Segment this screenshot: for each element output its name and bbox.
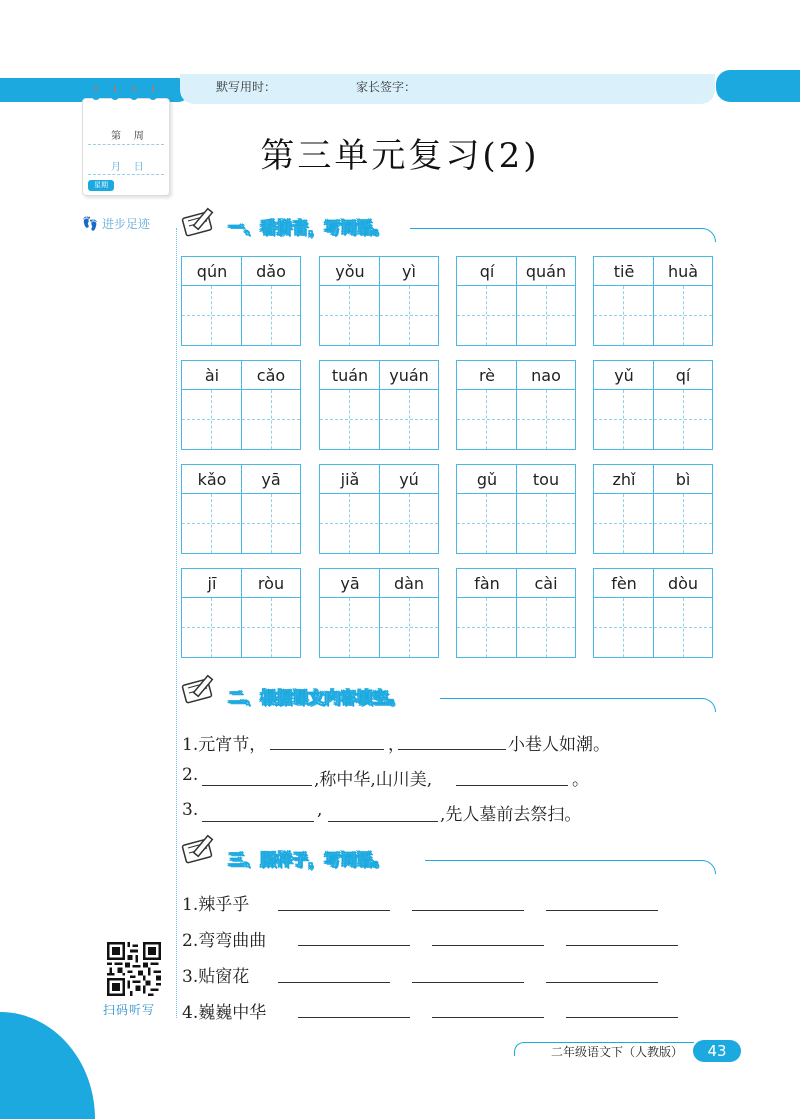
week-label: 第 周 (111, 131, 144, 142)
answer-blank[interactable] (328, 821, 438, 822)
char-cell-divider (516, 465, 517, 553)
pinyin-syllable: cài (534, 574, 558, 593)
pinyin-word-box[interactable] (319, 360, 439, 450)
char-cell-divider (241, 361, 242, 449)
pinyin-word-box[interactable] (456, 256, 576, 346)
pinyin-syllable: cǎo (256, 366, 286, 385)
answer-blank[interactable] (412, 910, 524, 911)
pinyin-word-box[interactable] (593, 360, 713, 450)
q1-prefix: 1.元宵节， (182, 735, 267, 755)
example-item-3: 3.贴窗花 (182, 967, 250, 987)
pinyin-syllable: yì (402, 262, 416, 281)
answer-blank[interactable] (278, 982, 390, 983)
pencil-notebook-icon (180, 832, 224, 864)
char-cell-guide (594, 419, 712, 420)
pinyin-syllable: jiǎ (340, 470, 360, 489)
pinyin-word-box[interactable] (319, 568, 439, 658)
char-cell-guide (457, 627, 575, 628)
pinyin-syllable: kǎo (197, 470, 227, 489)
answer-blank[interactable] (298, 1017, 410, 1018)
pinyin-syllable: huà (667, 262, 699, 281)
char-cell-guide (457, 523, 575, 524)
char-cell-divider (653, 361, 654, 449)
char-cell-guide (594, 523, 712, 524)
binder-ring (149, 92, 157, 100)
answer-blank[interactable] (412, 982, 524, 983)
pinyin-word-box[interactable] (456, 464, 576, 554)
section1-rule (410, 228, 716, 242)
pinyin-syllable: quán (525, 262, 567, 281)
section2-rule (440, 698, 716, 712)
pinyin-word-box[interactable] (181, 256, 301, 346)
pencil-notebook-icon (180, 672, 224, 704)
answer-blank[interactable] (432, 945, 544, 946)
char-cell-guide (320, 315, 438, 316)
pinyin-syllable: yǒu (335, 262, 365, 281)
q3-suffix: ,先人墓前去祭扫。 (440, 805, 582, 825)
q1-suffix: 小巷人如潮。 (508, 735, 610, 755)
qr-label: 扫码听写 (103, 1003, 156, 1017)
q3-prefix: 3. (182, 800, 199, 820)
book-title: 二年级语文下（人教版） (551, 1045, 684, 1059)
pinyin-syllable: bì (675, 470, 691, 489)
pinyin-syllable: yuán (389, 366, 429, 385)
example-item-4: 4.巍巍中华 (182, 1003, 267, 1023)
q1-mid: ， (388, 735, 405, 755)
page-title: 第三单元复习(2) (260, 136, 540, 176)
char-cell-guide (320, 523, 438, 524)
pinyin-syllable: tiē (613, 262, 635, 281)
char-cell-divider (516, 569, 517, 657)
pinyin-word-box[interactable] (319, 256, 439, 346)
answer-blank[interactable] (432, 1017, 544, 1018)
pinyin-syllable: qí (675, 366, 691, 385)
section3-title: 三、照样子，写词语。 (228, 850, 389, 869)
pinyin-syllable: dǎo (256, 262, 286, 281)
char-cell-divider (379, 465, 380, 553)
char-cell-guide (320, 627, 438, 628)
progress-footprints (82, 215, 150, 232)
answer-blank[interactable] (278, 910, 390, 911)
char-cell-divider (379, 257, 380, 345)
binder-ring (92, 92, 100, 100)
pinyin-word-box[interactable] (593, 256, 713, 346)
answer-blank[interactable] (566, 1017, 678, 1018)
pinyin-syllable: gǔ (476, 470, 498, 489)
char-cell-guide (457, 419, 575, 420)
q2-suffix: 。 (572, 770, 589, 790)
pinyin-syllable: fèn (611, 574, 637, 593)
parent-signature-label: 家长签字： (356, 80, 417, 94)
page-number: 43 (693, 1040, 741, 1062)
qr-code-icon[interactable] (107, 942, 161, 996)
char-cell-divider (241, 465, 242, 553)
char-cell-divider (653, 569, 654, 657)
pencil-notebook-icon (180, 205, 224, 237)
pinyin-syllable: tou (532, 470, 560, 489)
pinyin-syllable: tuán (331, 366, 369, 385)
q2-mid: ,称中华,山川美, (314, 770, 433, 790)
q3-mid: , (317, 800, 323, 820)
char-cell-guide (182, 315, 300, 316)
section2-title: 二、根据课文内容填空。 (228, 688, 405, 707)
pinyin-syllable: zhǐ (612, 470, 636, 489)
progress-label: 进步足迹 (102, 217, 151, 231)
answer-blank[interactable] (546, 910, 658, 911)
pinyin-syllable: qí (479, 262, 495, 281)
char-cell-guide (594, 315, 712, 316)
pinyin-syllable: dòu (667, 574, 699, 593)
answer-blank[interactable] (546, 982, 658, 983)
pinyin-syllable: ài (204, 366, 220, 385)
pinyin-syllable: yā (261, 470, 281, 489)
answer-blank[interactable] (456, 785, 568, 786)
answer-blank[interactable] (202, 821, 314, 822)
footprint-icon: 👣 (82, 217, 99, 232)
pinyin-word-box[interactable] (181, 568, 301, 658)
char-cell-guide (182, 523, 300, 524)
pinyin-syllable: yǔ (614, 366, 634, 385)
pinyin-word-box[interactable] (181, 464, 301, 554)
char-cell-divider (653, 465, 654, 553)
char-cell-divider (241, 569, 242, 657)
pinyin-syllable: jī (207, 574, 217, 593)
char-cell-divider (379, 569, 380, 657)
pinyin-word-box[interactable] (456, 568, 576, 658)
char-cell-guide (182, 627, 300, 628)
pinyin-syllable: dàn (393, 574, 425, 593)
section1-title: 一、看拼音，写词语。 (228, 218, 389, 237)
pinyin-word-box[interactable] (593, 464, 713, 554)
weekday-badge: 星期 (88, 180, 114, 191)
answer-blank[interactable] (270, 749, 384, 750)
month-day-label: 月 日 (111, 162, 144, 173)
binder-ring (111, 92, 119, 100)
char-cell-divider (241, 257, 242, 345)
pinyin-word-box[interactable] (319, 464, 439, 554)
example-item-1: 1.辣乎乎 (182, 895, 250, 915)
pinyin-word-box[interactable] (456, 360, 576, 450)
char-cell-divider (516, 257, 517, 345)
answer-blank[interactable] (202, 785, 312, 786)
char-cell-divider (516, 361, 517, 449)
example-item-2: 2.弯弯曲曲 (182, 931, 267, 951)
binder-ring (130, 92, 138, 100)
q2-prefix: 2. (182, 765, 199, 785)
pinyin-syllable: rè (478, 366, 496, 385)
char-cell-guide (457, 315, 575, 316)
corner-decoration (0, 1012, 95, 1119)
section3-rule (425, 860, 716, 874)
answer-blank[interactable] (298, 945, 410, 946)
char-cell-guide (320, 419, 438, 420)
char-cell-guide (182, 419, 300, 420)
margin-dotted-line (176, 228, 177, 1018)
pinyin-syllable: nao (531, 366, 561, 385)
char-cell-divider (653, 257, 654, 345)
pinyin-syllable: yú (399, 470, 419, 489)
char-cell-guide (594, 627, 712, 628)
answer-blank[interactable] (566, 945, 678, 946)
pinyin-syllable: ròu (257, 574, 285, 593)
pinyin-syllable: yā (340, 574, 360, 593)
pinyin-syllable: qún (196, 262, 228, 281)
fill-question-1 (182, 730, 266, 755)
pinyin-word-box[interactable] (181, 360, 301, 450)
pinyin-syllable: fàn (474, 574, 500, 593)
top-band-right (716, 70, 800, 102)
char-cell-divider (379, 361, 380, 449)
pinyin-word-box[interactable] (593, 568, 713, 658)
dictation-time-label: 默写用时： (216, 80, 277, 94)
answer-blank[interactable] (398, 749, 506, 750)
